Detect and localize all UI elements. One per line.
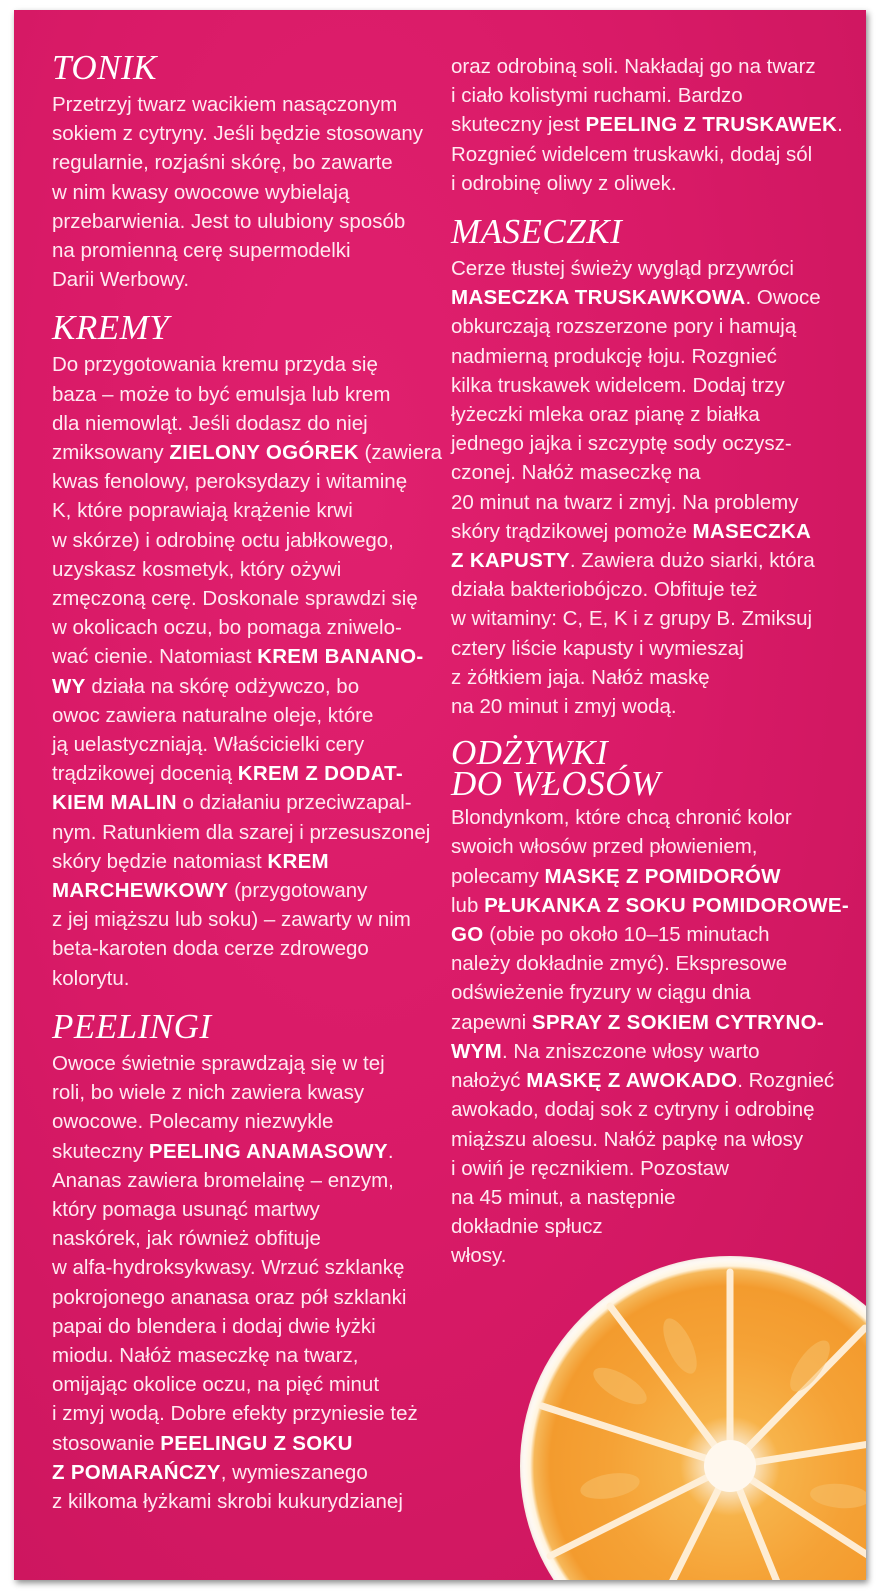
highlight-term: PEELINGU Z SOKU (160, 1431, 353, 1455)
text-run: (przygotowany (228, 879, 368, 903)
text-line (52, 1137, 432, 1166)
text-line (52, 1078, 432, 1107)
text-line (451, 1037, 851, 1066)
text-line (451, 634, 851, 663)
section-tonik (52, 50, 432, 294)
text-run: kilka truskawek widelcem. Dodaj trzy (451, 373, 785, 397)
text-run: Ananas zawiera bromelainę – enzym, (52, 1168, 394, 1192)
text-run: K, które poprawiają krążenie krwi (52, 499, 353, 523)
text-line (451, 81, 851, 110)
text-run: nym. Ratunkiem dla szarej i przesuszonej (52, 820, 431, 844)
highlight-term: PEELING ANAMASOWY (148, 1139, 388, 1163)
text-line (451, 546, 851, 575)
text-line (52, 1049, 432, 1078)
text-run: zapewni (451, 1010, 532, 1034)
text-line (52, 964, 432, 993)
text-run: Rozgnieć widelcem truskawki, dodaj sól (451, 142, 813, 166)
magazine-page (14, 10, 866, 1580)
text-run: owoc zawiera naturalne oleje, które (52, 703, 374, 727)
text-line (52, 1283, 432, 1312)
text-line (451, 371, 851, 400)
orange-segments-icon (520, 1256, 866, 1580)
highlight-term: WY (52, 674, 86, 698)
text-line (52, 1166, 432, 1195)
text-run: łyżeczki mleka oraz pianę z białka (451, 403, 760, 427)
text-line (52, 642, 432, 671)
highlight-term: PŁUKANKA Z SOKU POMIDOROWE- (484, 893, 850, 917)
text-run: wać cienie. Natomiast (52, 645, 258, 669)
text-run: miąższu aloesu. Nałóż papkę na włosy (451, 1127, 804, 1151)
text-line (52, 1458, 432, 1487)
text-line (451, 1066, 851, 1095)
text-line (451, 575, 851, 604)
text-line (451, 254, 851, 283)
text-run: i ciało kolistymi ruchami. Bardzo (451, 84, 743, 108)
text-run: Przetrzyj twarz wacikiem nasączonym (52, 93, 398, 116)
text-line (52, 613, 432, 642)
text-line (52, 467, 432, 496)
text-line (52, 1312, 432, 1341)
text-run: dokładnie spłucz (451, 1215, 603, 1239)
text-run: z kilkoma łyżkami skrobi kukurydzianej (52, 1489, 403, 1513)
text-line (451, 949, 851, 978)
text-run: należy dokładnie zmyć). Ekspresowe (451, 952, 788, 976)
text-line (451, 312, 851, 341)
text-run: jednego jajka i szczyptę sody oczysz- (451, 432, 792, 456)
text-run: dla niemowląt. Jeśli dodasz do niej (52, 411, 368, 435)
text-run: . Na zniszczone włosy warto (502, 1039, 760, 1063)
text-line (451, 1154, 851, 1183)
text-line (52, 496, 432, 525)
section-heading: KREMY (52, 308, 170, 348)
text-line (52, 555, 432, 584)
text-run: , wymieszanego (220, 1460, 368, 1484)
text-line (52, 876, 432, 905)
text-line (451, 891, 851, 920)
text-line (451, 803, 851, 832)
text-line (52, 350, 432, 379)
text-run: skuteczny jest (451, 113, 586, 137)
text-run: nałożyć (451, 1069, 527, 1093)
text-run: . Owoce (745, 286, 821, 310)
text-run: z jej miąższu lub soku) – zawarty w nim (52, 908, 411, 932)
text-line (52, 1224, 432, 1253)
text-run: nadmierną produkcję łoju. Rozgnieć (451, 344, 777, 368)
highlight-term: MASKĘ Z AWOKADO (526, 1069, 738, 1093)
text-run: Darii Werbowy. (52, 268, 190, 292)
section-heading: MASECZKI (451, 212, 623, 252)
paragraph (451, 254, 851, 721)
text-line (52, 526, 432, 555)
text-run: baza – może to być emulsja lub krem (52, 382, 391, 406)
text-run: . (837, 113, 843, 137)
paragraph (52, 90, 432, 294)
text-run: w okolicach oczu, bo pomaga zniwelo- (52, 616, 402, 640)
text-run: i zmyj wodą. Dobre efekty przyniesie też (52, 1402, 418, 1426)
text-run: awokado, dodaj sok z cytryny i odrobinę (451, 1098, 815, 1122)
text-run: w witaminy: C, E, K i z grupy B. Zmiksuj (451, 607, 813, 631)
highlight-term: SPRAY Z SOKIEM CYTRYNO- (531, 1010, 824, 1034)
section-odzywki-do-wlosow (451, 733, 851, 1270)
text-line (451, 978, 851, 1007)
highlight-term: MARCHEWKOWY (52, 879, 229, 903)
paragraph (451, 52, 851, 198)
text-run: i owiń je ręcznikiem. Pozostaw (451, 1156, 729, 1180)
highlight-term: KREM Z DODAT- (237, 762, 403, 786)
text-line (451, 663, 851, 692)
text-run: na promienną cerę supermodelki (52, 239, 351, 263)
section-heading: ODŻYWKI DO WŁOSÓW (451, 733, 661, 804)
text-run: cztery liście kapusty i wymieszaj (451, 636, 744, 660)
text-line (52, 90, 432, 119)
text-line (52, 1107, 432, 1136)
text-run: i odrobinę oliwy z oliwek. (451, 171, 677, 195)
text-run: w nim kwasy owocowe wybielają (52, 180, 350, 204)
text-run: naskórek, jak również obfituje (52, 1227, 321, 1251)
text-line (451, 488, 851, 517)
text-run: miodu. Nałóż maseczkę na twarz, (52, 1343, 359, 1367)
text-run: trądzikowej docenią (52, 762, 238, 786)
text-line (451, 429, 851, 458)
text-line (52, 788, 432, 817)
highlight-term: PEELING Z TRUSKAWEK (585, 113, 838, 137)
highlight-term: MASECZKA TRUSKAWKOWA (451, 286, 746, 310)
text-line (52, 1341, 432, 1370)
highlight-term: KREM (267, 849, 329, 873)
text-run: z żółtkiem jaja. Nałóż maskę (451, 665, 710, 689)
highlight-term: ZIELONY OGÓREK (169, 441, 359, 465)
text-line (451, 862, 851, 891)
section-heading: TONIK (52, 48, 157, 87)
text-line (52, 236, 432, 265)
text-run: w alfa-hydroksykwasy. Wrzuć szklankę (52, 1256, 405, 1280)
orange-slice-image (520, 1256, 866, 1580)
section-maseczki (451, 214, 851, 721)
text-line (52, 701, 432, 730)
text-run: . Rozgnieć (737, 1069, 835, 1093)
text-line (451, 1125, 851, 1154)
text-run: . (387, 1139, 394, 1163)
text-run: oraz odrobiną soli. Nakładaj go na twarz (451, 55, 816, 78)
text-run: roli, bo wiele z nich zawiera kwasy (52, 1081, 365, 1105)
text-line (52, 818, 432, 847)
text-line (52, 1195, 432, 1224)
text-run: Cerze tłustej świeży wygląd przywróci (451, 257, 794, 281)
text-run: papai do blendera i dodaj dwie łyżki (52, 1314, 376, 1338)
text-line (451, 604, 851, 633)
text-line (451, 832, 851, 861)
text-line (451, 1008, 851, 1037)
text-run: działa na skórę odżywczo, bo (85, 674, 360, 698)
highlight-term: GO (451, 923, 484, 947)
text-run: uzyskasz kosmetyk, który ożywi (52, 557, 342, 581)
text-line (451, 283, 851, 312)
text-run: omijając okolice oczu, na pięć minut (52, 1373, 380, 1397)
text-line (52, 1487, 432, 1516)
text-line (52, 672, 432, 701)
text-run: swoich włosów przed płowieniem, (451, 835, 758, 859)
text-line (52, 178, 432, 207)
text-run: na 20 minut i zmyj wodą. (451, 695, 677, 719)
text-run: pokrojonego ananasa oraz pół szklanki (52, 1285, 407, 1309)
text-run: Owoce świetnie sprawdzają się w tej (52, 1051, 385, 1075)
text-run: stosowanie (52, 1431, 161, 1455)
text-run: obkurczają rozszerzone pory i hamują (451, 315, 797, 339)
text-line (52, 409, 432, 438)
text-run: polecamy (451, 864, 545, 888)
text-line (52, 1253, 432, 1282)
text-run: Blondynkom, które chcą chronić kolor (451, 806, 792, 830)
text-run: regularnie, rozjaśni skórę, bo zawarte (52, 151, 393, 175)
text-run: beta-karoten doda cerze zdrowego (52, 937, 369, 961)
text-line (451, 400, 851, 429)
text-run: (zawiera (358, 441, 442, 465)
paragraph (451, 803, 851, 1270)
text-line (451, 140, 851, 169)
text-run: przebarwienia. Jest to ulubiony sposób (52, 209, 406, 233)
section-heading: PEELINGI (52, 1006, 212, 1046)
text-line (52, 1370, 432, 1399)
text-line (451, 1095, 851, 1124)
text-run: czonej. Nałóż maseczkę na (451, 461, 701, 485)
text-line (52, 759, 432, 788)
section-peelingi (52, 1006, 432, 1516)
text-line (52, 438, 442, 467)
text-run: odświeżenie fryzury w ciągu dnia (451, 981, 751, 1005)
text-run: w skórze) i odrobinę octu jabłkowego, (52, 528, 394, 552)
highlight-term: MASECZKA (692, 519, 812, 543)
text-line (52, 265, 432, 294)
text-run: kolorytu. (52, 966, 130, 990)
paragraph (52, 1049, 432, 1516)
text-run: Do przygotowania kremu przyda się (52, 353, 378, 377)
text-line (451, 342, 851, 371)
text-run: zmęczoną cerę. Doskonale sprawdzi się (52, 587, 418, 611)
text-line (52, 148, 432, 177)
text-line (52, 1429, 432, 1458)
left-column (52, 48, 442, 1532)
text-line (451, 458, 851, 487)
text-line (451, 1183, 851, 1212)
text-run: na 45 minut, a następnie (451, 1185, 676, 1209)
text-run: włosy. (451, 1244, 507, 1268)
section-continued (451, 52, 851, 198)
text-run: ją uelastyczniają. Właścicielki cery (52, 733, 365, 757)
text-line (451, 169, 851, 198)
text-line (451, 110, 851, 139)
text-run: zmiksowany (52, 441, 170, 465)
text-line (52, 584, 432, 613)
text-line (451, 692, 851, 721)
text-run: . Zawiera dużo siarki, która (569, 549, 815, 573)
highlight-term: Z KAPUSTY (451, 549, 570, 573)
text-line (451, 517, 851, 546)
text-run: 20 minut na twarz i zmyj. Na problemy (451, 490, 799, 514)
text-line (52, 380, 432, 409)
highlight-term: KIEM MALIN (52, 791, 177, 815)
text-line (451, 920, 851, 949)
highlight-term: KREM BANANO- (257, 645, 424, 669)
text-run: owocowe. Polecamy niezwykle (52, 1110, 334, 1134)
text-run: sokiem z cytryny. Jeśli będzie stosowany (52, 122, 424, 146)
text-run: działa bakteriobójczo. Obfituje też (451, 578, 758, 602)
highlight-term: MASKĘ Z POMIDORÓW (544, 864, 781, 888)
text-line (451, 1212, 851, 1241)
text-run: skóry trądzikowej pomoże (451, 519, 693, 543)
text-line (451, 52, 851, 81)
highlight-term: WYM (451, 1039, 502, 1063)
text-run: (obie po około 10–15 minutach (483, 923, 770, 947)
paragraph (52, 350, 442, 992)
text-run: kwas fenolowy, peroksydazy i witaminę (52, 470, 408, 494)
text-line (52, 119, 432, 148)
text-run: skóry będzie natomiast (52, 849, 268, 873)
text-run: o działaniu przeciwzapal- (176, 791, 412, 815)
text-run: skuteczny (52, 1139, 149, 1163)
text-line (52, 847, 432, 876)
text-line (52, 934, 432, 963)
highlight-term: Z POMARAŃCZY (52, 1460, 221, 1484)
text-run: który pomaga usunąć martwy (52, 1197, 320, 1221)
right-column (451, 52, 851, 1287)
text-line (52, 207, 432, 236)
text-run: lub (451, 893, 485, 917)
text-line (52, 905, 432, 934)
text-line (52, 730, 432, 759)
section-kremy (52, 308, 442, 992)
text-line (52, 1399, 432, 1428)
